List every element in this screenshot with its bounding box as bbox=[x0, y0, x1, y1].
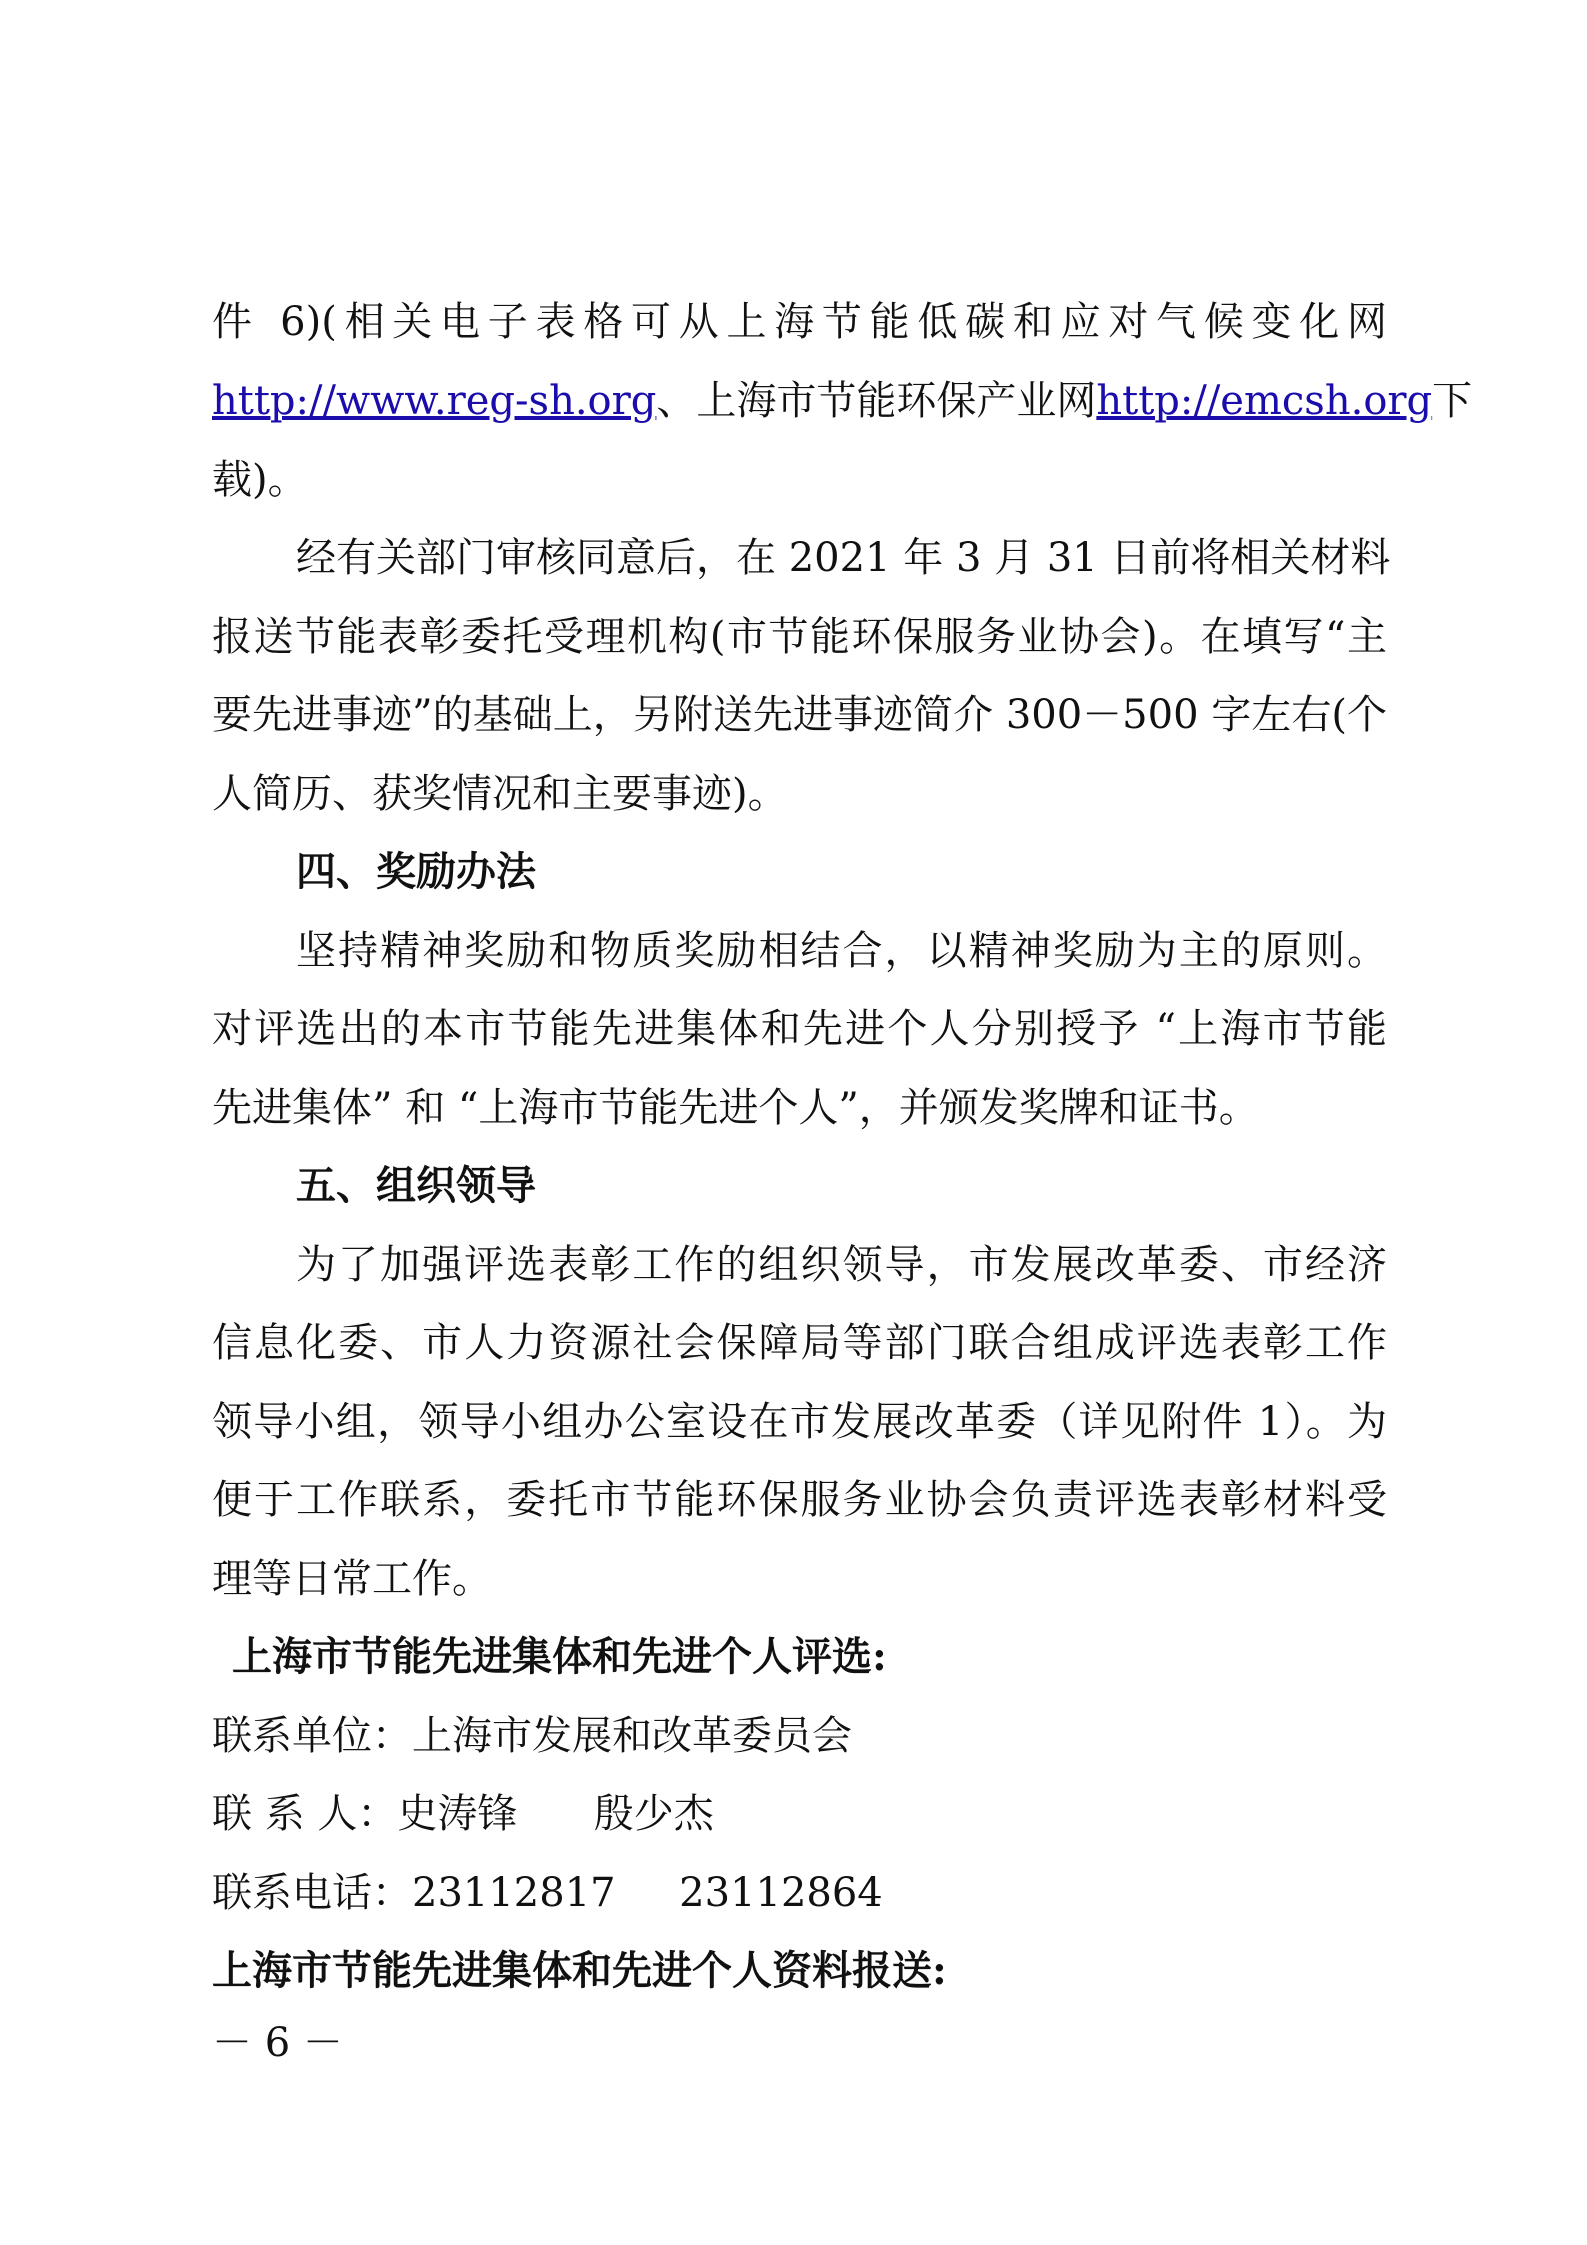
body-text-line: 便于工作联系，委托市节能环保服务业协会负责评选表彰材料受 bbox=[212, 1477, 1387, 1523]
section-heading: 四、奖励办法 bbox=[296, 848, 536, 895]
body-text-line: 先进集体” 和 “上海市节能先进个人”，并颁发奖牌和证书。 bbox=[212, 1085, 1259, 1131]
body-text-line: 为了加强评选表彰工作的组织领导，市发展改革委、市经济 bbox=[296, 1242, 1387, 1288]
website-link[interactable]: http://www.reg-sh.org bbox=[212, 378, 657, 424]
contact-unit: 联系单位：上海市发展和改革委员会 bbox=[212, 1713, 852, 1759]
body-text: 下 bbox=[1432, 378, 1473, 424]
contact-person: 联 系 人：史涛锋 殷少杰 bbox=[212, 1791, 714, 1837]
body-text-line bbox=[212, 376, 1473, 426]
body-text-line: 领导小组，领导小组办公室设在市发展改革委（详见附件 1）。为 bbox=[212, 1399, 1387, 1445]
body-text-line: 理等日常工作。 bbox=[212, 1556, 492, 1602]
body-text-line: 要先进事迹”的基础上，另附送先进事迹简介 300－500 字左右(个 bbox=[212, 692, 1387, 738]
body-text-line: 载)。 bbox=[212, 457, 308, 503]
body-text-line: 报送节能表彰委托受理机构(市节能环保服务业协会)。在填写“主 bbox=[212, 614, 1387, 660]
body-text-line: 信息化委、市人力资源社会保障局等部门联合组成评选表彰工作 bbox=[212, 1320, 1387, 1366]
page-number: － 6 － bbox=[212, 2020, 343, 2066]
body-text: 、上海市节能环保产业网 bbox=[656, 378, 1097, 424]
contact-phone: 联系电话：23112817 23112864 bbox=[212, 1870, 883, 1916]
section-heading: 五、组织领导 bbox=[296, 1162, 536, 1209]
contact-heading: 上海市节能先进集体和先进个人评选: bbox=[232, 1633, 887, 1680]
website-link[interactable]: http://emcsh.org bbox=[1096, 378, 1433, 424]
body-text-line: 人简历、获奖情况和主要事迹)。 bbox=[212, 771, 788, 817]
body-text-line: 经有关部门审核同意后，在 2021 年 3 月 31 日前将相关材料 bbox=[296, 535, 1391, 581]
body-text-line: 坚持精神奖励和物质奖励相结合，以精神奖励为主的原则。 bbox=[296, 928, 1387, 974]
contact-heading: 上海市节能先进集体和先进个人资料报送: bbox=[212, 1947, 947, 1994]
body-text-line: 对评选出的本市节能先进集体和先进个人分别授予 “上海市节能 bbox=[212, 1006, 1387, 1052]
body-text-line: 件 6)(相关电子表格可从上海节能低碳和应对气候变化网 bbox=[212, 299, 1387, 345]
